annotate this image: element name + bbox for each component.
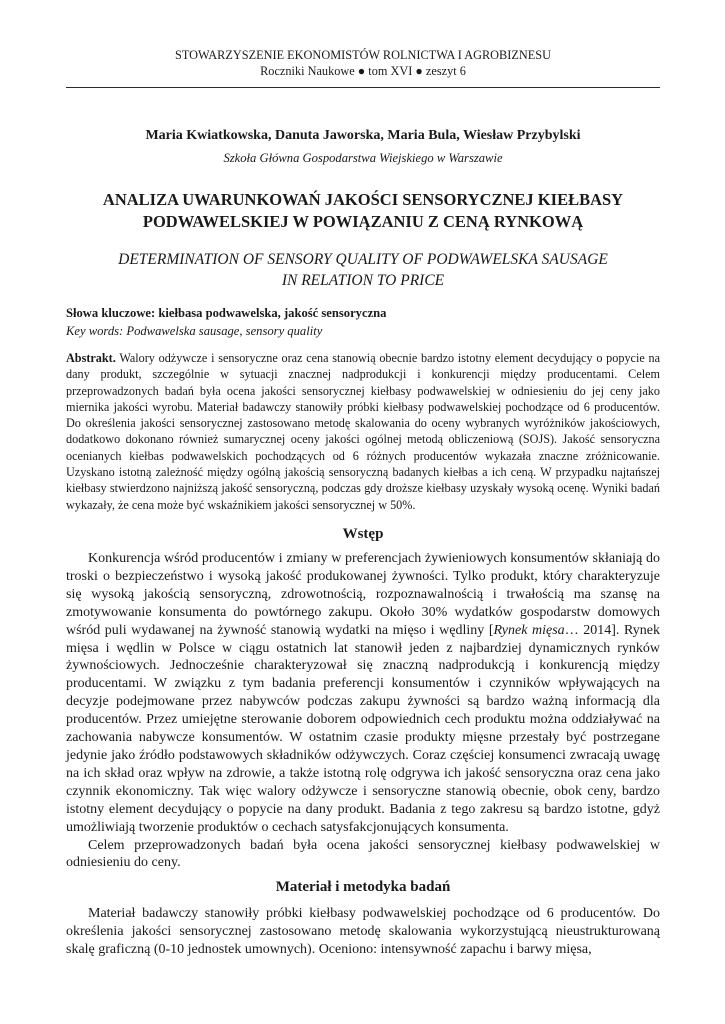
author-list: Maria Kwiatkowska, Danuta Jaworska, Maria Bula, Wiesław Przybylski — [145, 128, 581, 143]
title-english-line-1: DETERMINATION OF SENSORY QUALITY OF PODWAWELSKA SAUSAGE — [118, 251, 608, 268]
keywords-polish: Słowa kluczowe: kiełbasa podwawelska, jakość sensoryczna — [66, 306, 387, 320]
title-english — [66, 249, 660, 291]
journal-name: STOWARZYSZENIE EKONOMISTÓW ROLNICTWA I AGROBIZNESU — [175, 48, 551, 62]
title-english-line-2: IN RELATION TO PRICE — [281, 272, 445, 289]
section-heading-intro: Wstęp — [342, 526, 384, 542]
title-polish-line-2: PODWAWELSKIEJ W POWIĄZANIU Z CENĄ RYNKOWĄ — [142, 212, 584, 231]
intro-p1-text-a: Konkurencja wśród producentów i zmiany w preferencjach żywieniowych konsumentów skłaniają do troski o bezpieczeństwo i wysoką jakość produkowanej żywności. Tylko produkt, który charakteryzuje się wysoką jakością sensoryczną, zdrowotnością, rozpoznawalnością i trwałością ma szansę na zmotywowanie konsumenta do powtórnego zakupu. Około 30% wydatków gospodarstw domowych wśród puli wydawanej na żywność stanowią wydatki na mięso i wędliny [ — [66, 551, 660, 638]
abstract — [66, 350, 660, 513]
journal-volume: Roczniki Naukowe ● tom XVI ● zeszyt 6 — [260, 64, 466, 78]
intro-paragraph-2: Celem przeprowadzonych badań była ocena jakości sensorycznej kiełbasy podwawelskiej w odniesieniu do ceny. — [66, 837, 660, 871]
methods-paragraph-1: Materiał badawczy stanowiły próbki kiełbasy podwawelskiej pochodzące od 6 producentów. Do określenia jakości sensorycznej zastosowano metodę skalowania wykorzystującą nieustrukturowaną skalę graficzną (0-10 jednostek umownych). Oceniono: intensywność zapachu i barwy mięsa, — [66, 906, 660, 957]
title-polish — [66, 189, 660, 233]
header-rule — [66, 87, 660, 88]
title-polish-line-1: ANALIZA UWARUNKOWAŃ JAKOŚCI SENSORYCZNEJ KIEŁBASY — [102, 190, 624, 209]
section-heading-methods: Materiał i metodyka badań — [275, 879, 451, 895]
intro-body — [66, 550, 660, 872]
keywords-english: Key words: Podwawelska sausage, sensory quality — [66, 324, 323, 338]
abstract-text: Walory odżywcze i sensoryczne oraz cena stanowią obecnie bardzo istotny element decydujący o popycie na dany produkt, szczególnie w sytuacji znacznej nadprodukcji i konkurencji między producentami. Celem przeprowadzonych badań była ocena jakości sensorycznej kiełbasy podwawelskiej w odniesieniu do jej ceny jako miernika jakości wyrobu. Materiał badawczy stanowiły próbki kiełbasy podwawelskiej pochodzące od 6 producentów. Do określenia jakości sensorycznej zastosowano metodę skalowania do oceny wybranych wyróżników jakościowych, dodatkowo dokonano również sumarycznej oceny jakości ogólnej metodą obliczeniową (SOJS). Jakość sensoryczna ocenianych kiełbas podwawelskich pochodzących od 6 różnych producentów wykazała znaczne zróżnicowanie. Uzyskano istotną zależność między ogólną jakością sensoryczną badanych kiełbas a ich ceną. W przypadku najtańszej kiełbasy stwierdzono najniższą jakość sensoryczną, podczas gdy droższe kiełbasy uzyskały wysoką ocenę. Wyniki badań wykazały, że cena może być wskaźnikiem jakości sensorycznej w 50%. — [66, 351, 661, 512]
intro-p1-citation: Rynek mięsa — [493, 622, 565, 638]
abstract-label: Abstrakt. — [66, 351, 116, 365]
intro-paragraph-1 — [66, 550, 660, 837]
methods-body — [66, 905, 660, 959]
intro-p1-text-b: … 2014]. Rynek mięsa i wędlin w Polsce w ciągu ostatnich lat stanowił jeden z najbardziej dynamicznych rynków żywnościowych. Jednocześnie charakteryzował się znaczną nadprodukcją i konkurencją między producentami. W związku z tym badania preferencji konsumentów i czynników wpływających na decyzje podejmowane przez nabywców podczas zakupu żywności są bardzo ważną informacją dla producentów. Przez umiejętne sterowanie doborem odpowiednich cech produktu można oddziaływać na zachowania nabywcze konsumentów. W ostatnim czasie produkty mięsne przestały być postrzegane jedynie jako źródło podstawowych składników odżywczych. Coraz częściej konsumenci zwracają uwagę na ich skład oraz wpływ na zdrowie, a także istotną rolę odgrywa ich jakość sensoryczna oraz cena jako czynnik ekonomiczny. Tak więc walory odżywcze i sensoryczne stanowią obecnie, obok ceny, bardzo istotny element decydujący o popycie na dany produkt. Badania z tego zakresu są bardzo istotne, gdyż umożliwiają tworzenie produktów o cechach satysfakcjonujących konsumenta. — [66, 622, 660, 835]
affiliation: Szkoła Główna Gospodarstwa Wiejskiego w Warszawie — [223, 151, 503, 165]
